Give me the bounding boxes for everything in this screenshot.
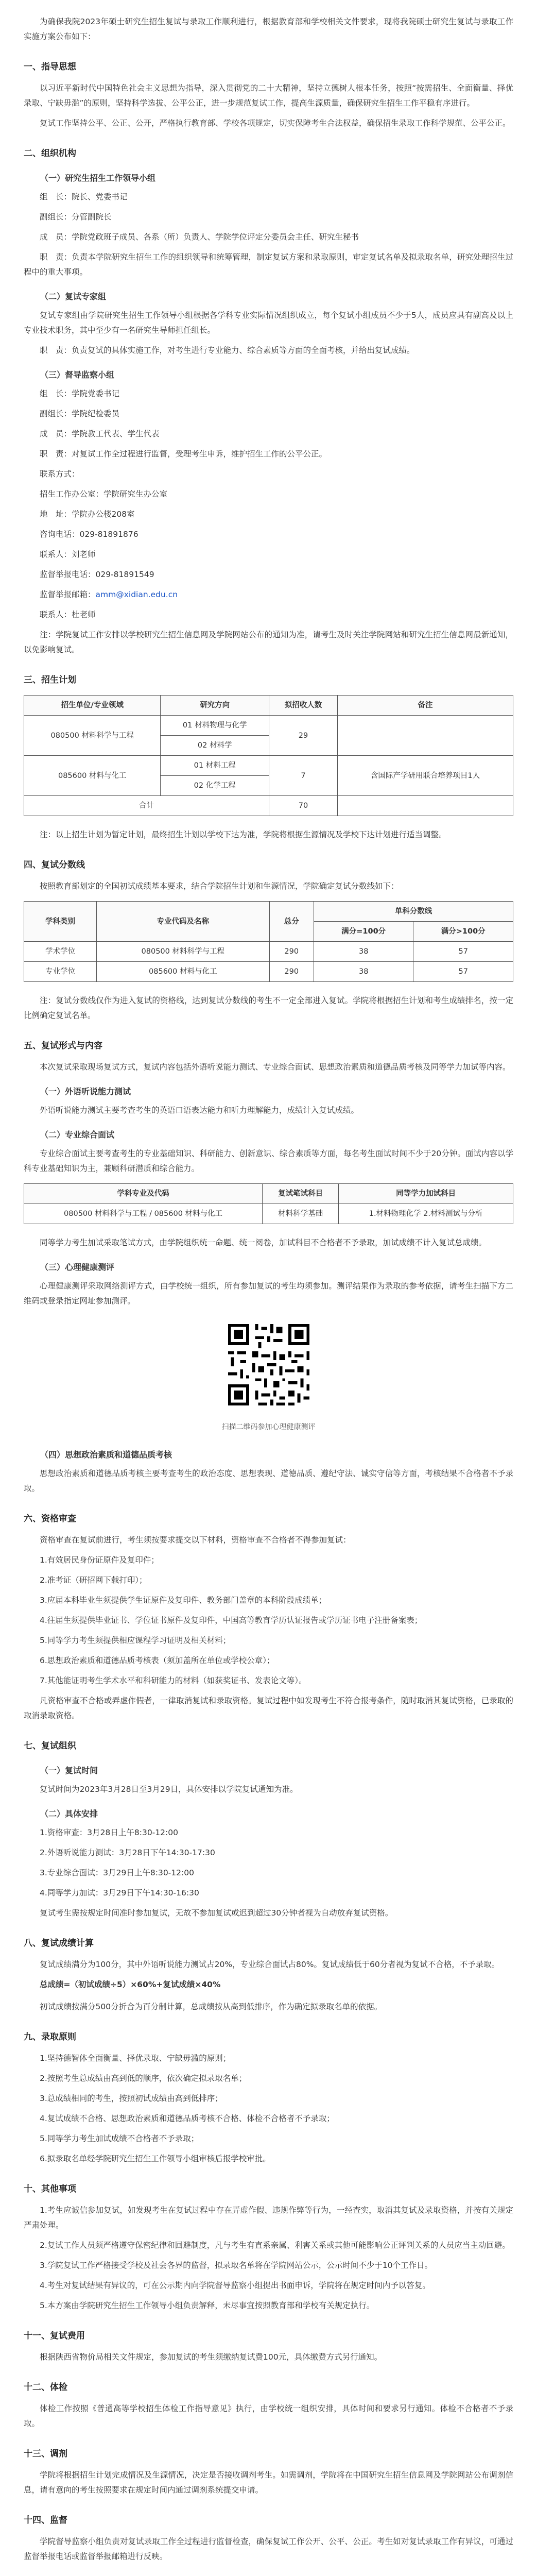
list-item: 2.外语听说能力测试：3月28日下午14:30-17:30 (40, 1848, 215, 1857)
table-row (24, 962, 513, 982)
table-cell: 材料科学基础 (263, 1204, 339, 1224)
table-header: 学科专业及代码 (24, 1184, 263, 1204)
section-qualification-review: 六、资格审查 (24, 1514, 76, 1524)
enrollment-plan-table (24, 695, 513, 816)
section-supervision: 十四、监督 (24, 2515, 67, 2526)
table-cell: 290 (269, 962, 314, 982)
list-item: 2.按照考生总成绩由高到低的顺序，依次确定拟录取名单； (40, 2074, 247, 2083)
qr-code-container (24, 1321, 513, 1414)
list-item: 5.同等学力考生加试成绩不合格者不予录取； (40, 2134, 199, 2143)
section-admission-principles: 九、录取原则 (24, 2032, 76, 2042)
table-cell: 01 材料物理与化学 (161, 716, 269, 736)
table-cell (338, 796, 513, 816)
paragraph: 按照教育部划定的全国初试成绩基本要求，结合学院招生计划和生源情况，学院确定复试分数线如下： (40, 882, 399, 891)
supervision-email (24, 587, 513, 602)
paragraph: 4.考生对复试结果有异议的，可在公示期内向学院督导监察小组提出书面申诉，学院将在规定时间内予以答复。 (40, 2281, 430, 2290)
list-item: 1.资格审查：3月28日上午8:30-12:00 (40, 1828, 178, 1837)
table-cell: 专业学位 (24, 962, 97, 982)
paragraph: 资格审查在复试前进行，考生须按要求提交以下材料，资格审查不合格者不得参加复试： (40, 1535, 351, 1545)
paragraph: 复试专家组由学院研究生招生工作领导小组根据各学科专业实际情况组织成立，每个复试小组成员不少于5人，成员应具有副高及以上专业技术职务，其中至少有一名研究生导师担任组长。 (24, 311, 513, 335)
paragraph: 复试成绩满分为100分，其中外语听说能力测试占20%，专业综合面试占80%。复试成绩低于60分者视为复试不合格，不予录取。 (40, 1960, 500, 1969)
table-cell: 57 (413, 942, 513, 962)
table-row (24, 942, 513, 962)
paragraph: 2.复试工作人员须严格遵守保密纪律和回避制度，凡与考生有直系亲属、利害关系或其他可能影响公正评判关系的人员应当主动回避。 (40, 2241, 510, 2250)
table-row (24, 716, 513, 736)
subsection-title: （一）研究生招生工作领导小组 (40, 173, 156, 183)
table-cell: 080500 材料科学与工程 / 085600 材料与化工 (24, 1204, 263, 1224)
paragraph: 学院督导监察小组负责对复试录取工作全过程进行监督检查，确保复试工作公开、公平、公正。考生如对复试录取工作有异议，可通过监督举报电话或监督举报邮箱进行反映。 (24, 2537, 513, 2561)
subsection-title: （一）外语听说能力测试 (40, 1087, 131, 1096)
contact-office: 招生工作办公室：学院研究生办公室 (40, 489, 168, 499)
list-item: 3.总成绩相同的考生，按照初试成绩由高到低排序； (40, 2094, 223, 2103)
paragraph: 组 长：学院党委书记 (40, 389, 120, 398)
table-header: 备注 (338, 696, 513, 716)
table-cell: 38 (314, 942, 413, 962)
table-cell: 02 材料学 (161, 736, 269, 756)
section-score-line: 四、复试分数线 (24, 860, 85, 870)
intro-paragraph: 为确保我院2023年硕士研究生招生复试与录取工作顺利进行，根据教育部和学校相关文件要求，现将我院硕士研究生复试与录取工作实施方案公布如下： (24, 17, 513, 41)
table-header: 单科分数线 (314, 902, 513, 922)
table-header: 拟招收人数 (269, 696, 337, 716)
table-header-row (24, 1184, 513, 1204)
subsection-title: （二）专业综合面试 (40, 1130, 115, 1140)
score-line-table (24, 901, 513, 982)
table-cell: 29 (269, 716, 337, 756)
list-item: 1.有效居民身份证原件及复印件； (40, 1555, 159, 1565)
section-physical-exam: 十二、体检 (24, 2382, 67, 2393)
section-enrollment-plan: 三、招生计划 (24, 675, 76, 685)
table-header: 总分 (269, 902, 314, 942)
table-cell: 085600 材料与化工 (97, 962, 270, 982)
supervision-person: 联系人：杜老师 (40, 610, 96, 619)
subsection-title: （一）复试时间 (40, 1766, 98, 1775)
paragraph: 根据陕西省物价局相关文件规定，参加复试的考生须缴纳复试费100元，具体缴费方式另行通知。 (40, 2352, 383, 2362)
paragraph: 复试工作坚持公平、公正、公开，严格执行教育部、学校各项规定，切实保障考生合法权益，确保招生录取工作科学规范、公平公正。 (40, 118, 511, 128)
list-item: 4.往届生须提供毕业证书、学位证书原件及复印件，中国高等教育学历认证报告或学历证书电子注册备案表； (40, 1616, 423, 1625)
paragraph: 组 长：院长、党委书记 (40, 192, 128, 201)
subsection-title: （二）具体安排 (40, 1809, 98, 1819)
paragraph: 复试考生需按规定时间准时参加复试，无故不参加复试或迟到超过30分钟者视为自动放弃复试资格。 (40, 1908, 393, 1918)
table-header: 同等学力加试科目 (339, 1184, 513, 1204)
table-cell: 080500 材料科学与工程 (24, 716, 161, 756)
paragraph: 成 员：学院党政班子成员、各系（所）负责人、学院学位评定分委员会主任、研究生秘书 (40, 232, 359, 242)
table-cell: 085600 材料与化工 (24, 756, 161, 796)
note: 注：以上招生计划为暂定计划，最终招生计划以学校下达为准，学院将根据生源情况及学校下达计划进行适当调整。 (40, 830, 447, 839)
table-row (24, 756, 513, 776)
table-cell: 290 (269, 942, 314, 962)
table-row (24, 1204, 513, 1224)
list-item: 4.复试成绩不合格、思想政治素质和道德品质考核不合格、体检不合格者不予录取； (40, 2114, 335, 2123)
section-guiding-ideology: 一、指导思想 (24, 62, 76, 72)
paragraph: 外语听说能力测试主要考查考生的英语口语表达能力和听力理解能力，成绩计入复试成绩。 (40, 1106, 359, 1115)
table-header-row (24, 696, 513, 716)
table-header: 专业代码及名称 (97, 902, 270, 942)
subsection-title: （二）复试专家组 (40, 292, 107, 301)
subsection-title: （四）思想政治素质和道德品质考核 (40, 1450, 172, 1460)
list-item: 3.专业综合面试：3月29日上午8:30-12:00 (40, 1868, 194, 1877)
paragraph: 体检工作按照《普通高等学校招生体检工作指导意见》执行，由学校统一组织安排，具体时间和要求另行通知。体检不合格者不予录取。 (24, 2404, 513, 2428)
list-item: 3.应届本科毕业生须提供学生证原件及复印件、教务部门盖章的本科阶段成绩单； (40, 1596, 327, 1605)
supervision-phone: 监督举报电话：029-81891549 (40, 570, 154, 579)
contact-person: 联系人：刘老师 (40, 550, 96, 559)
list-item: 6.拟录取名单经学院研究生招生工作领导小组审核后报学校审批。 (40, 2154, 271, 2163)
table-cell: 1.材料物理化学 2.材料测试与分析 (339, 1204, 513, 1224)
list-item: 5.同等学力考生须提供相应课程学习证明及相关材料； (40, 1636, 231, 1645)
contact-phone: 咨询电话：029-81891876 (40, 530, 138, 539)
table-header: 学科类别 (24, 902, 97, 942)
qr-code-icon[interactable] (225, 1321, 313, 1409)
paragraph: 3.学院复试工作严格接受学校及社会各界的监督，拟录取名单将在学院网站公示，公示时间不少于10个工作日。 (40, 2261, 433, 2270)
paragraph: 凡资格审查不合格或弄虚作假者，一律取消复试和录取资格。复试过程中如发现考生不符合报考条件，随时取消其复试资格，已录取的取消录取资格。 (24, 1696, 513, 1720)
list-item: 6.思想政治素质和道德品质考核表（须加盖所在单位或学校公章）； (40, 1656, 275, 1665)
qr-caption: 扫描二维码参加心理健康测评 (221, 1423, 316, 1431)
table-header: 满分=100分 (314, 922, 413, 942)
note: 注：学院复试工作安排以学校研究生招生信息网及学院网站公布的通知为准，请考生及时关注学院网站和研究生招生信息网最新通知，以免影响复试。 (24, 630, 513, 654)
section-other-matters: 十、其他事项 (24, 2184, 76, 2194)
paragraph: 副组长：学院纪检委员 (40, 409, 120, 418)
section-fees: 十一、复试费用 (24, 2331, 85, 2341)
table-header: 招生单位/专业领域 (24, 696, 161, 716)
exam-subjects-table (24, 1183, 513, 1224)
subsection-title: （三）心理健康测评 (40, 1262, 115, 1272)
subsection-title: （三）督导监察小组 (40, 370, 115, 380)
list-item: 7.其他能证明考生学术水平和科研能力的材料（如获奖证书、发表论文等）。 (40, 1676, 307, 1685)
email-label: 监督举报邮箱： (40, 590, 96, 599)
paragraph: 复试时间为2023年3月28日至3月29日，具体安排以学院复试通知为准。 (40, 1785, 298, 1794)
table-cell: 7 (269, 756, 337, 796)
paragraph: 职 责：负责本学院研究生招生工作的组织领导和统筹管理，制定复试方案和录取原则，审定复试名单及拟录取名单，研究处理招生过程中的重大事项。 (24, 252, 513, 277)
list-item: 1.坚持德智体全面衡量、择优录取、宁缺毋滥的原则； (40, 2054, 231, 2063)
list-item: 2.准考证（研招网下载打印）； (40, 1575, 147, 1585)
table-cell: 学术学位 (24, 942, 97, 962)
table-cell: 080500 材料科学与工程 (97, 942, 270, 962)
paragraph: 成 员：学院教工代表、学生代表 (40, 429, 160, 438)
table-cell (338, 716, 513, 756)
table-cell: 含国际产学研用联合培养项目1人 (338, 756, 513, 796)
table-header: 复试笔试科目 (263, 1184, 339, 1204)
paragraph: 职 责：负责复试的具体实施工作，对考生进行专业能力、综合素质等方面的全面考核，并给出复试成绩。 (40, 346, 415, 355)
paragraph: 以习近平新时代中国特色社会主义思想为指导，深入贯彻党的二十大精神，坚持立德树人根本任务，按照“按需招生、全面衡量、择优录取、宁缺毋滥”的原则，坚持科学选拔、公平公正，进一步规范复试工作，提高生源质量，确保研究生招生工作平稳有序进行。 (24, 83, 513, 108)
section-exam-format: 五、复试形式与内容 (24, 1041, 102, 1051)
table-header-row (24, 902, 513, 922)
section-exam-organization: 七、复试组织 (24, 1741, 76, 1751)
paragraph: 专业综合面试主要考查考生的专业基础知识、科研能力、创新意识、综合素质等方面，每名考生面试时间不少于20分钟。面试内容以学科专业基础知识为主，兼顾科研潜质和综合能力。 (24, 1149, 513, 1173)
section-organization: 二、组织机构 (24, 148, 76, 159)
paragraph: 同等学力考生加试采取笔试方式，由学院组织统一命题、统一阅卷，加试科目不合格者不予录取，加试成绩不计入复试总成绩。 (40, 1238, 487, 1247)
paragraph: 5.本方案由学院研究生招生工作领导小组负责解释，未尽事宜按照教育部和学校有关规定执行。 (40, 2301, 375, 2310)
contact-heading: 联系方式： (40, 469, 80, 479)
table-row-total (24, 796, 513, 816)
paragraph: 学院将根据招生计划完成情况及生源情况，决定是否接收调剂考生。如需调剂，学院将在中国研究生招生信息网及学院网站公布调剂信息，请有意向的考生按照要求在规定时间内通过调剂系统提交申请。 (24, 2470, 513, 2495)
list-item: 4.同等学力加试：3月29日下午14:30-16:30 (40, 1888, 199, 1897)
paragraph: 本次复试采取现场复试方式，复试内容包括外语听说能力测试、专业综合面试、思想政治素质和道德品质考核及同等学力加试等内容。 (40, 1062, 511, 1072)
table-cell: 70 (269, 796, 337, 816)
paragraph: 思想政治素质和道德品质考核主要考查考生的政治态度、思想表现、道德品质、遵纪守法、诚实守信等方面，考核结果不合格者不予录取。 (24, 1469, 513, 1493)
paragraph: 心理健康测评采取网络测评方式，由学校统一组织，所有参加复试的考生均须参加。测评结果作为录取的参考依据，请考生扫描下方二维码或登录指定网址参加测评。 (24, 1281, 513, 1306)
email-link[interactable]: amm@xidian.edu.cn (95, 590, 178, 599)
section-adjustment: 十三、调剂 (24, 2449, 67, 2459)
paragraph: 副组长：分管副院长 (40, 212, 112, 222)
table-header: 满分>100分 (413, 922, 513, 942)
table-header: 研究方向 (161, 696, 269, 716)
table-cell: 57 (413, 962, 513, 982)
table-cell: 合计 (24, 796, 269, 816)
paragraph: 1.考生应诚信参加复试，如发现考生在复试过程中存在弄虚作假、违规作弊等行为，一经查实，取消其复试及录取资格，并按有关规定严肃处理。 (24, 2206, 513, 2230)
score-formula: 总成绩=（初试成绩÷5）×60%+复试成绩×40% (40, 1980, 221, 1989)
table-cell: 01 材料工程 (161, 756, 269, 776)
section-score-calculation: 八、复试成绩计算 (24, 1938, 94, 1948)
paragraph: 职 责：对复试工作全过程进行监督，受理考生申诉，维护招生工作的公平公正。 (40, 449, 327, 459)
table-cell: 38 (314, 962, 413, 982)
contact-address: 地 址：学院办公楼208室 (40, 510, 135, 519)
paragraph: 初试成绩按满分500分折合为百分制计算，总成绩按从高到低排序，作为确定拟录取名单的依据。 (40, 2002, 383, 2011)
table-cell: 02 化学工程 (161, 776, 269, 796)
paragraph: 注：复试分数线仅作为进入复试的资格线，达到复试分数线的考生不一定全部进入复试。学院将根据招生计划和考生成绩排名，按一定比例确定复试名单。 (24, 996, 513, 1020)
